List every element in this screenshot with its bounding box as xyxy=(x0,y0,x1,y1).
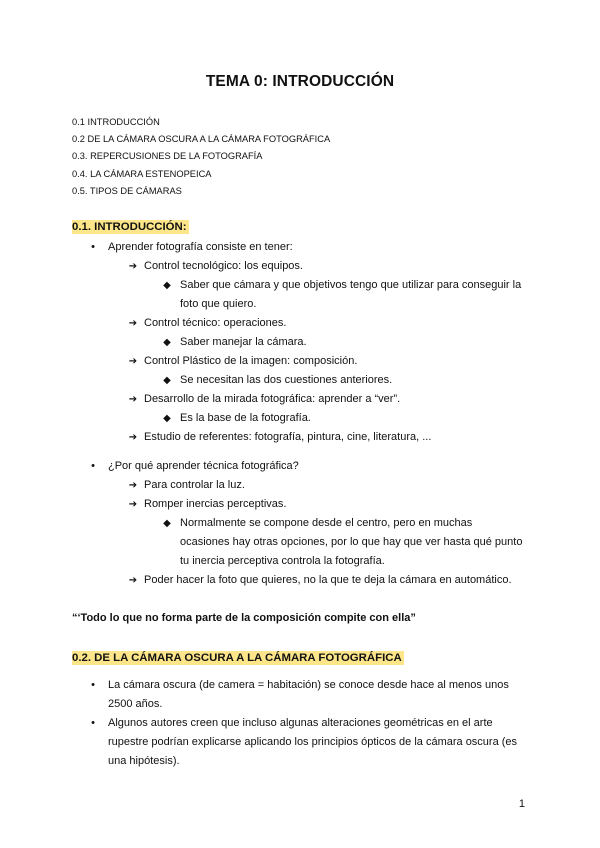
list-item: La cámara oscura (de camera = habitación) se conoce desde hace al menos unos xyxy=(108,679,509,691)
list-item: Control Plástico de la imagen: composición. xyxy=(144,355,358,367)
heading-highlight: 0.1. INTRODUCCIÓN: xyxy=(72,221,187,233)
list-item-continuation: una hipótesis). xyxy=(108,755,180,767)
list-item: Poder hacer la foto que quieres, no la que te deja la cámara en automático. xyxy=(144,574,512,586)
diamond-bullet-icon: ◆ xyxy=(163,518,171,529)
arrow-right-icon: ➔ xyxy=(128,499,138,510)
toc-item[interactable]: 0.2 DE LA CÁMARA OSCURA A LA CÁMARA FOTOGRÁFICA xyxy=(72,134,331,145)
list-item: Algunos autores creen que incluso algunas alteraciones geométricas en el arte xyxy=(108,717,493,729)
list-item-continuation: rupestre podrían explicarse aplicando los principios ópticos de la cámara oscura (es xyxy=(108,736,518,748)
arrow-right-icon: ➔ xyxy=(128,480,138,491)
arrow-right-icon: ➔ xyxy=(128,356,138,367)
list-item-continuation: ocasiones hay otras opciones, por lo que hay que ver hasta qué punto xyxy=(180,536,523,548)
heading-highlight: 0.2. DE LA CÁMARA OSCURA A LA CÁMARA FOTOGRÁFICA xyxy=(72,652,402,664)
list-item: Control tecnológico: los equipos. xyxy=(144,260,303,272)
diamond-bullet-icon: ◆ xyxy=(163,337,171,348)
list-item-continuation: foto que quiero. xyxy=(180,298,257,310)
list-item: Se necesitan las dos cuestiones anteriores. xyxy=(180,374,393,386)
list-item: Normalmente se compone desde el centro, pero en muchas xyxy=(180,517,473,529)
table-of-contents xyxy=(72,114,330,200)
toc-item[interactable]: 0.1 INTRODUCCIÓN xyxy=(72,117,160,127)
toc-item[interactable]: 0.4. LA CÁMARA ESTENOPEICA xyxy=(72,168,212,179)
list-item: Control técnico: operaciones. xyxy=(144,317,287,329)
list-item: Romper inercias perceptivas. xyxy=(144,498,287,510)
arrow-right-icon: ➔ xyxy=(128,261,138,272)
arrow-right-icon: ➔ xyxy=(128,318,138,329)
list-item: Saber que cámara y que objetivos tengo que utilizar para conseguir la xyxy=(180,279,522,291)
list-item: Aprender fotografía consiste en tener: xyxy=(108,241,293,253)
page-number: 1 xyxy=(518,798,525,810)
toc-item[interactable]: 0.5. TIPOS DE CÁMARAS xyxy=(72,185,182,196)
bullet-icon: • xyxy=(91,717,95,729)
section-heading-introduccion xyxy=(72,220,189,235)
list-item-continuation: 2500 años. xyxy=(108,698,163,710)
list-item: ¿Por qué aprender técnica fotográfica? xyxy=(108,460,299,472)
diamond-bullet-icon: ◆ xyxy=(163,375,171,386)
diamond-bullet-icon: ◆ xyxy=(163,413,171,424)
list-item: Para controlar la luz. xyxy=(144,479,245,491)
arrow-right-icon: ➔ xyxy=(128,575,138,586)
arrow-right-icon: ➔ xyxy=(128,432,138,443)
section-heading-camara-oscura xyxy=(72,651,404,666)
diamond-bullet-icon: ◆ xyxy=(163,280,171,291)
bullet-icon: • xyxy=(91,460,95,472)
list-item-continuation: tu inercia perceptiva controla la fotografía. xyxy=(180,555,385,567)
arrow-right-icon: ➔ xyxy=(128,394,138,405)
toc-item[interactable]: 0.3. REPERCUSIONES DE LA FOTOGRAFÍA xyxy=(72,151,263,162)
list-item: Es la base de la fotografía. xyxy=(180,412,311,424)
quote: “‘Todo lo que no forma parte de la composición compite con ella” xyxy=(72,612,416,624)
bullet-icon: • xyxy=(91,679,95,691)
page-title: TEMA 0: INTRODUCCIÓN xyxy=(205,73,395,90)
list-item: Desarrollo de la mirada fotográfica: aprender a “ver”. xyxy=(144,393,401,405)
bullet-icon: • xyxy=(91,241,95,253)
list-item: Estudio de referentes: fotografía, pintura, cine, literatura, ... xyxy=(144,431,432,443)
list-item: Saber manejar la cámara. xyxy=(180,336,307,348)
